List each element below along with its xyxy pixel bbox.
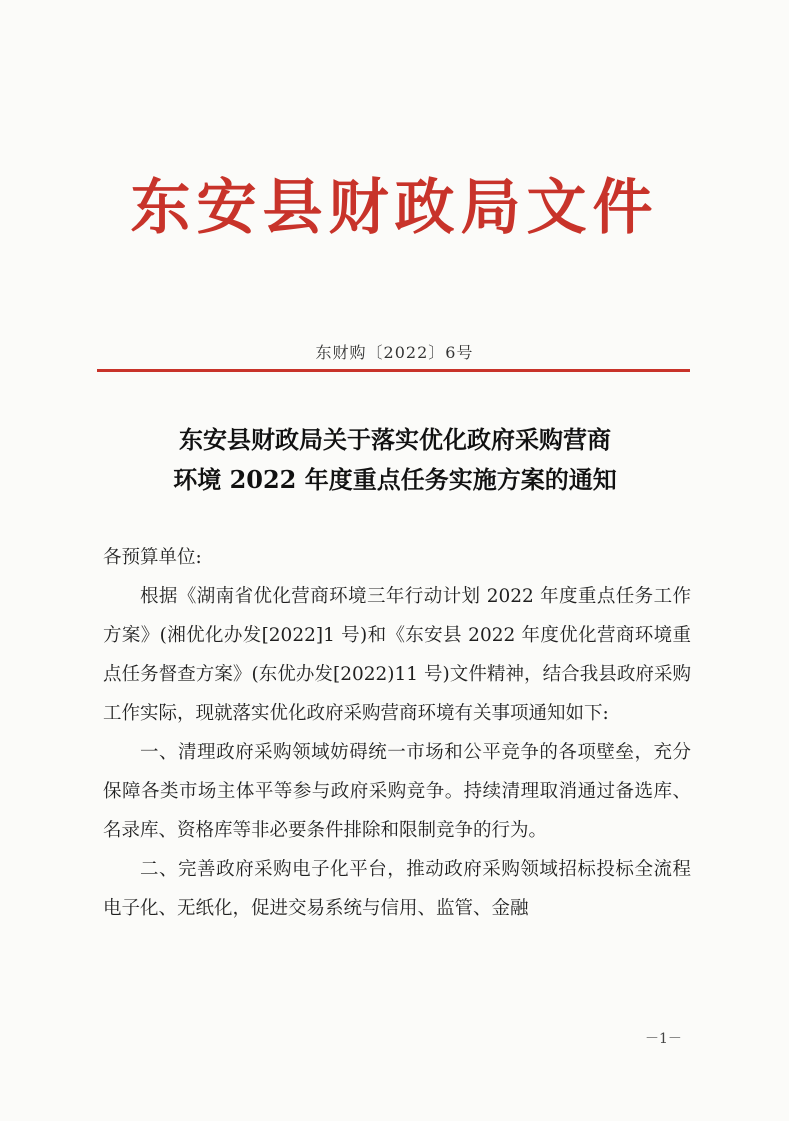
document-number: 东财购〔2022〕6号 bbox=[315, 343, 474, 362]
body-paragraph-2: 一、清理政府采购领域妨碍统一市场和公平竞争的各项壁垒，充分保障各类市场主体平等参与政府采购竞争。持续清理取消通过备选库、名录库、资格库等非必要条件排除和限制竞争的行为。 bbox=[103, 742, 691, 841]
notice-title bbox=[110, 420, 680, 500]
body-paragraph-3: 二、完善政府采购电子化平台，推动政府采购领域招标投标全流程电子化、无纸化，促进交易系统与信用、监管、金融 bbox=[103, 859, 691, 919]
notice-title-line-1: 东安县财政局关于落实优化政府采购营商 bbox=[179, 425, 611, 454]
salutation: 各预算单位: bbox=[103, 547, 202, 568]
notice-title-line-2: 环境 2022 年度重点任务实施方案的通知 bbox=[173, 465, 617, 494]
body-paragraph-1: 根据《湖南省优化营商环境三年行动计划 2022 年度重点任务工作方案》(湘优化办发[2022]1 号)和《东安县 2022 年度优化营商环境重点任务督查方案》(东优办发[2022)11 号)文件精神，结合我县政府采购工作实际，现就落实优化政府采购营商环境有关事项通知如下: bbox=[103, 586, 691, 724]
notice-body bbox=[103, 538, 691, 928]
red-divider bbox=[97, 369, 690, 372]
issuing-authority-header: 东安县财政局文件 bbox=[130, 173, 659, 243]
page-number: －1－ bbox=[645, 1031, 682, 1047]
